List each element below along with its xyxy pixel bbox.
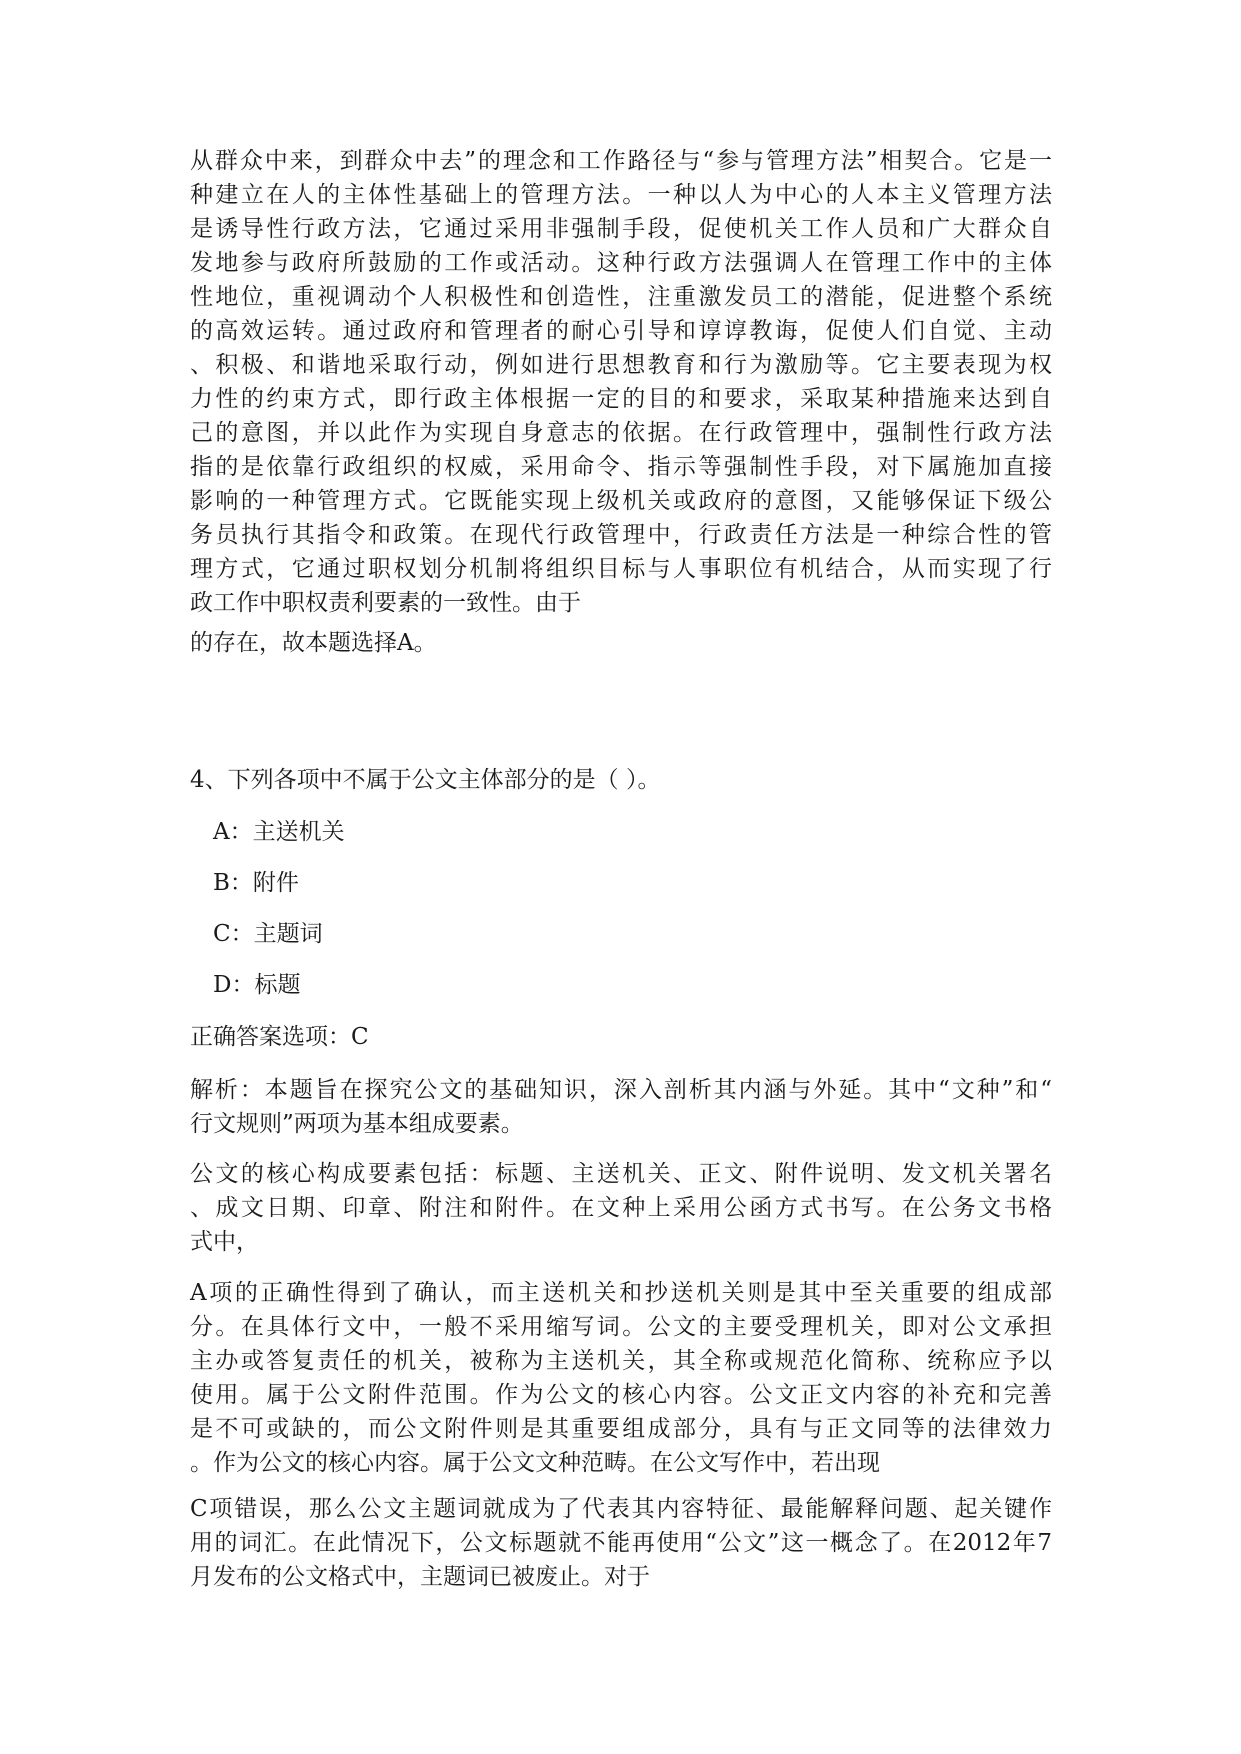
text-line: 公文的核心构成要素包括：标题、主送机关、正文、附件说明、发文机关署名 [190,1161,1052,1187]
text-line: 发地参与政府所鼓励的工作或活动。这种行政方法强调人在管理工作中的主体 [190,250,1052,276]
text-line: 理方式，它通过职权划分机制将组织目标与人事职位有机结合，从而实现了行 [190,556,1052,582]
text-line: 。作为公文的核心内容。属于公文文种范畴。在公文写作中，若出现 [190,1450,880,1476]
text-line: 式中， [190,1229,259,1255]
text-line: 己的意图，并以此作为实现自身意志的依据。在行政管理中，强制性行政方法 [190,420,1052,446]
text-line: 务员执行其指令和政策。在现代行政管理中，行政责任方法是一种综合性的管 [190,522,1052,548]
text-line: 解析：本题旨在探究公文的基础知识，深入剖析其内涵与外延。其中“文种”和“ [190,1077,1052,1103]
text-line: 分。在具体行文中，一般不采用缩写词。公文的主要受理机关，即对公文承担 [190,1314,1052,1340]
text-line: 是诱导性行政方法，它通过采用非强制手段，促使机关工作人员和广大群众自 [190,216,1052,242]
text-line: 的高效运转。通过政府和管理者的耐心引导和谆谆教诲，促使人们自觉、主动 [190,318,1052,344]
text-line: 使用。属于公文附件范围。作为公文的核心内容。公文正文内容的补充和完善 [190,1382,1052,1408]
text-line: 从群众中来，到群众中去”的理念和工作路径与“参与管理方法”相契合。它是一 [190,148,1052,174]
text-line: 行文规则”两项为基本组成要素。 [190,1111,524,1137]
analysis-paragraph [190,1073,1052,1141]
option-c: C：主题词 [213,921,323,947]
text-line: 、成文日期、印章、附注和附件。在文种上采用公函方式书写。在公务文书格 [190,1195,1052,1221]
text-line: 政工作中职权责利要素的一致性。由于 [190,590,581,616]
text-line: C项错误，那么公文主题词就成为了代表其内容特征、最能解释问题、起关键作 [190,1496,1052,1522]
text-line: 主办或答复责任的机关，被称为主送机关，其全称或规范化简称、统称应予以 [190,1348,1052,1374]
text-line: 种建立在人的主体性基础上的管理方法。一种以人为中心的人本主义管理方法 [190,182,1052,208]
question-stem: 4、下列各项中不属于公文主体部分的是（ ）。 [190,767,661,793]
option-d: D：标题 [213,972,301,998]
text-line: 影响的一种管理方式。它既能实现上级机关或政府的意图，又能够保证下级公 [190,488,1052,514]
text-line: 性地位，重视调动个人积极性和创造性，注重激发员工的潜能，促进整个系统 [190,284,1052,310]
text-line: 月发布的公文格式中，主题词已被废止。对于 [190,1564,650,1590]
text-line: 用的词汇。在此情况下，公文标题就不能再使用“公文”这一概念了。在2012年7 [190,1530,1052,1556]
text-line: 指的是依靠行政组织的权威，采用命令、指示等强制性手段，对下属施加直接 [190,454,1052,480]
correct-answer: 正确答案选项：C [190,1024,369,1050]
paragraph-elements [190,1157,1052,1259]
paragraph-option-a [190,1276,1052,1480]
text-line: 、积极、和谐地采取行动，例如进行思想教育和行为激励等。它主要表现为权 [190,352,1052,378]
option-b: B：附件 [213,870,299,896]
option-a: A：主送机关 [213,819,345,845]
text-line: 力性的约束方式，即行政主体根据一定的目的和要求，采取某种措施来达到自 [190,386,1052,412]
paragraph-conclusion: 的存在，故本题选择A。 [190,630,437,656]
text-line: A项的正确性得到了确认，而主送机关和抄送机关则是其中至关重要的组成部 [190,1280,1052,1306]
paragraph-intro [190,144,1052,620]
text-line: 是不可或缺的，而公文附件则是其重要组成部分，具有与正文同等的法律效力 [190,1416,1052,1442]
paragraph-option-c [190,1492,1052,1594]
